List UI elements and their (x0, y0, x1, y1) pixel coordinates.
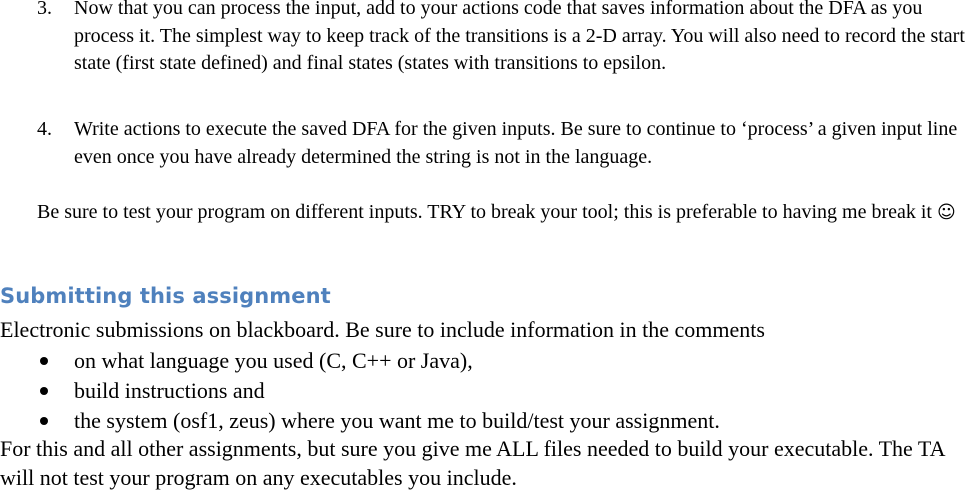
smiley-icon: ☺ (937, 202, 956, 223)
item-number: 3. (37, 0, 52, 19)
section-heading: Submitting this assignment (0, 284, 331, 308)
bullet-icon (40, 387, 48, 395)
bullet-icon (40, 357, 48, 365)
bullet-icon (40, 417, 48, 425)
testing-note-text: Be sure to test your program on different inputs. TRY to break your tool; this is preferable to having me break it (37, 201, 932, 223)
list-item-text: on what language you used (C, C++ or Java), (74, 348, 473, 373)
list-item-text: build instructions and (74, 378, 265, 403)
testing-note (37, 198, 967, 227)
list-item (0, 376, 720, 406)
closing-paragraph: For this and all other assignments, but sure you give me ALL files needed to build your executable. The TA will not test your program on any executables you include. (0, 436, 945, 490)
list-item (0, 346, 720, 376)
list-item-text: the system (osf1, zeus) where you want me to build/test your assignment. (74, 408, 720, 433)
item-text: Now that you can process the input, add to your actions code that saves information about the DFA as you process it. The simplest way to keep track of the transitions is a 2-D array. You will also need to record the start state (first state defined) and final states (states with transitions to epsilon. (74, 0, 965, 74)
requirements-list (0, 346, 720, 436)
submission-intro: Electronic submissions on blackboard. Be sure to include information in the comments (0, 317, 765, 342)
item-text: Write actions to execute the saved DFA for the given inputs. Be sure to continue to ‘process’ a given input line even once you have already determined the string is not in the language. (74, 118, 958, 168)
list-item (0, 406, 720, 436)
item-number: 4. (37, 118, 52, 140)
